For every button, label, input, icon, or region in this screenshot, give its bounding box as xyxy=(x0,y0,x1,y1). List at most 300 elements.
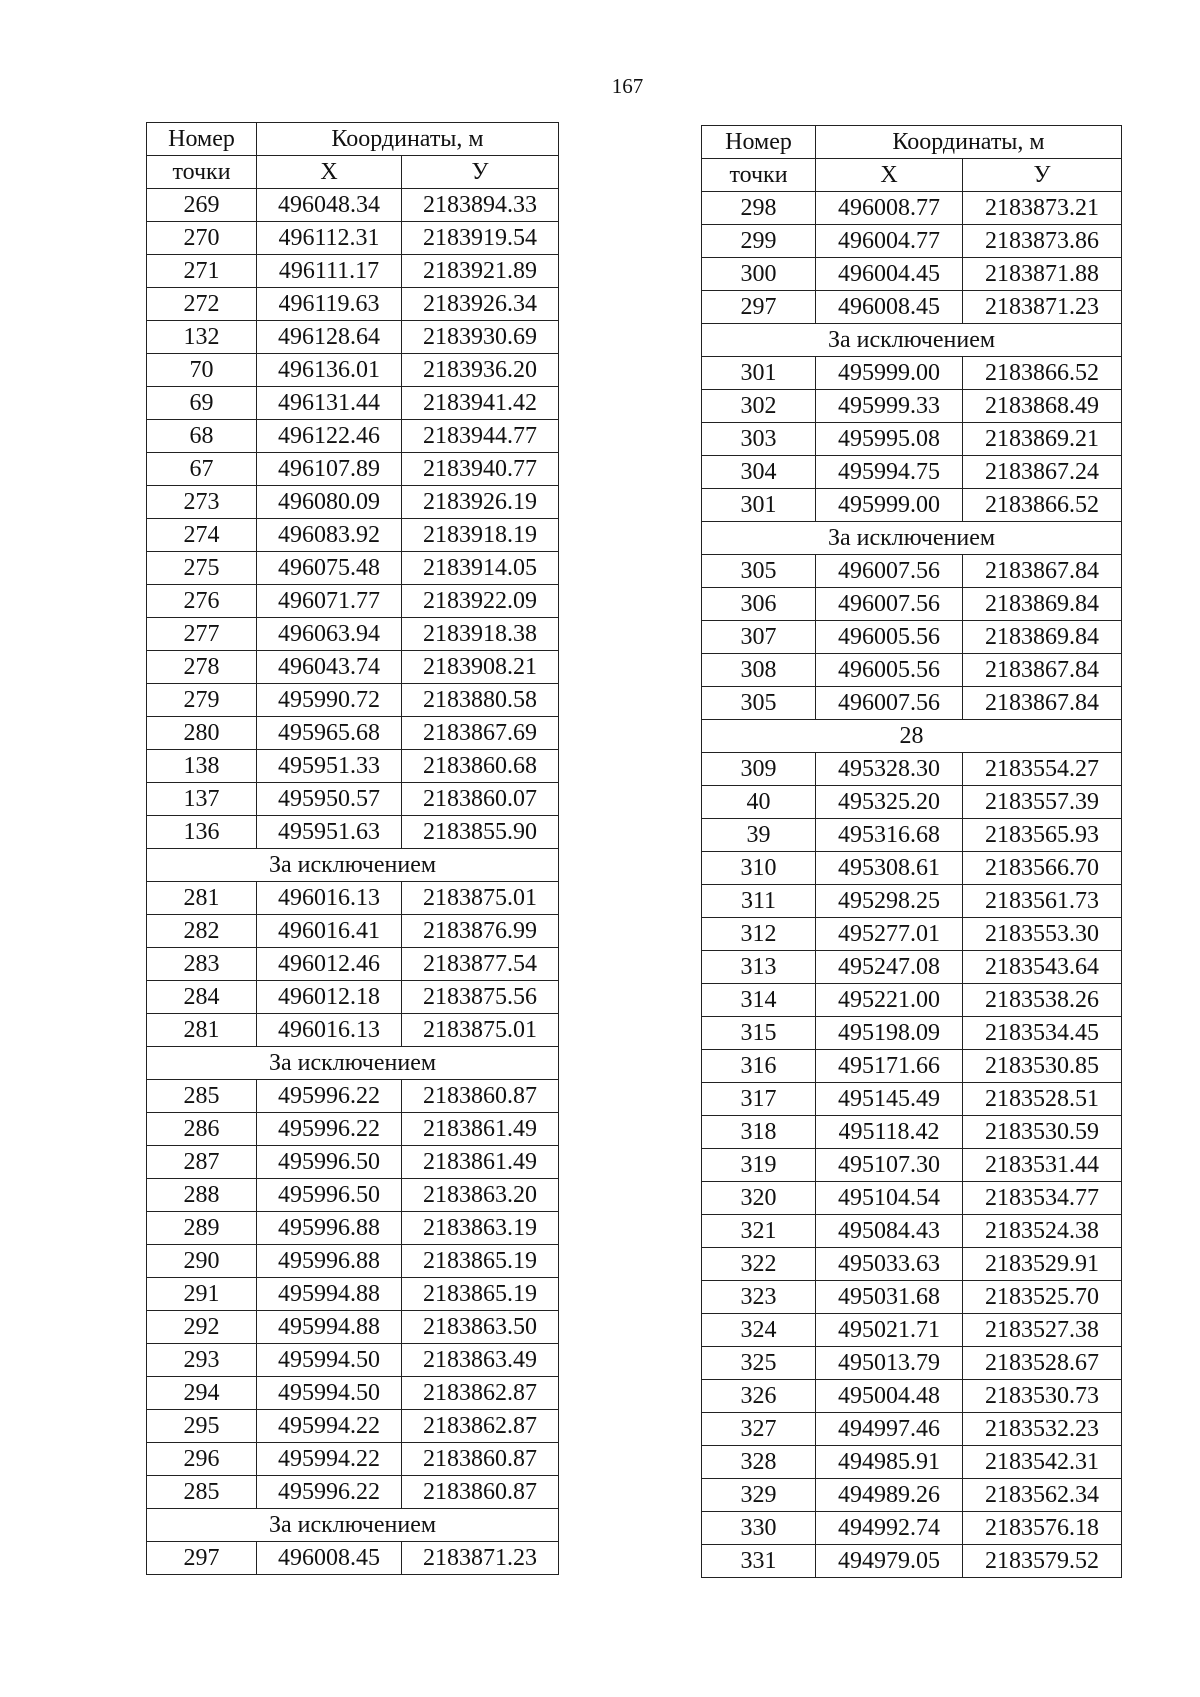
table-row xyxy=(702,1347,1122,1380)
table-row xyxy=(702,423,1122,456)
section-label: 28 xyxy=(702,720,1122,753)
table-row xyxy=(147,189,559,222)
y-coordinate-cell: 2183543.64 xyxy=(963,951,1122,984)
y-coordinate-cell: 2183873.21 xyxy=(963,192,1122,225)
y-coordinate-cell: 2183875.01 xyxy=(402,1014,559,1047)
y-coordinate-cell: 2183525.70 xyxy=(963,1281,1122,1314)
table-row xyxy=(147,1542,559,1575)
y-coordinate-cell: 2183562.34 xyxy=(963,1479,1122,1512)
table-row xyxy=(702,687,1122,720)
table-row xyxy=(702,357,1122,390)
x-coordinate-cell: 495994.50 xyxy=(257,1377,402,1410)
point-number-cell: 69 xyxy=(147,387,257,420)
point-number-cell: 286 xyxy=(147,1113,257,1146)
table-row xyxy=(147,486,559,519)
table-row xyxy=(147,354,559,387)
point-number-cell: 329 xyxy=(702,1479,816,1512)
x-coordinate-cell: 496075.48 xyxy=(257,552,402,585)
point-number-cell: 138 xyxy=(147,750,257,783)
point-number-cell: 287 xyxy=(147,1146,257,1179)
y-coordinate-cell: 2183863.50 xyxy=(402,1311,559,1344)
point-number-cell: 328 xyxy=(702,1446,816,1479)
point-number-cell: 284 xyxy=(147,981,257,1014)
y-coordinate-cell: 2183914.05 xyxy=(402,552,559,585)
y-coordinate-cell: 2183861.49 xyxy=(402,1113,559,1146)
point-number-cell: 305 xyxy=(702,687,816,720)
point-number-cell: 270 xyxy=(147,222,257,255)
x-coordinate-cell: 496005.56 xyxy=(816,621,963,654)
table-row xyxy=(702,885,1122,918)
table-row xyxy=(702,489,1122,522)
x-coordinate-cell: 496071.77 xyxy=(257,585,402,618)
x-coordinate-cell: 495325.20 xyxy=(816,786,963,819)
table-row xyxy=(147,1476,559,1509)
point-number-cell: 307 xyxy=(702,621,816,654)
section-row xyxy=(702,324,1122,357)
point-number-cell: 323 xyxy=(702,1281,816,1314)
table-row xyxy=(147,1179,559,1212)
table-row xyxy=(702,192,1122,225)
y-coordinate-cell: 2183866.52 xyxy=(963,357,1122,390)
y-coordinate-cell: 2183530.59 xyxy=(963,1116,1122,1149)
y-coordinate-cell: 2183865.19 xyxy=(402,1278,559,1311)
x-coordinate-cell: 495107.30 xyxy=(816,1149,963,1182)
x-coordinate-cell: 494992.74 xyxy=(816,1512,963,1545)
y-coordinate-cell: 2183576.18 xyxy=(963,1512,1122,1545)
table-row xyxy=(702,654,1122,687)
table-row xyxy=(147,552,559,585)
point-number-cell: 308 xyxy=(702,654,816,687)
point-number-cell: 325 xyxy=(702,1347,816,1380)
point-number-cell: 310 xyxy=(702,852,816,885)
table-row xyxy=(702,1182,1122,1215)
section-row xyxy=(147,1047,559,1080)
table-row xyxy=(147,1212,559,1245)
x-coordinate-cell: 496119.63 xyxy=(257,288,402,321)
point-number-cell: 321 xyxy=(702,1215,816,1248)
y-coordinate-cell: 2183880.58 xyxy=(402,684,559,717)
point-number-cell: 292 xyxy=(147,1311,257,1344)
x-coordinate-cell: 494997.46 xyxy=(816,1413,963,1446)
table-row xyxy=(702,753,1122,786)
point-number-cell: 291 xyxy=(147,1278,257,1311)
y-coordinate-cell: 2183944.77 xyxy=(402,420,559,453)
point-number-cell: 132 xyxy=(147,321,257,354)
point-number-cell: 319 xyxy=(702,1149,816,1182)
x-coordinate-cell: 495951.63 xyxy=(257,816,402,849)
y-coordinate-cell: 2183930.69 xyxy=(402,321,559,354)
y-coordinate-cell: 2183877.54 xyxy=(402,948,559,981)
point-number-cell: 314 xyxy=(702,984,816,1017)
point-number-cell: 299 xyxy=(702,225,816,258)
x-coordinate-cell: 495994.75 xyxy=(816,456,963,489)
x-coordinate-cell: 495031.68 xyxy=(816,1281,963,1314)
y-coordinate-cell: 2183867.84 xyxy=(963,555,1122,588)
x-coordinate-cell: 496048.34 xyxy=(257,189,402,222)
x-coordinate-cell: 496131.44 xyxy=(257,387,402,420)
x-coordinate-cell: 495950.57 xyxy=(257,783,402,816)
point-number-cell: 294 xyxy=(147,1377,257,1410)
section-row xyxy=(147,1509,559,1542)
table-row xyxy=(147,948,559,981)
point-number-cell: 331 xyxy=(702,1545,816,1578)
y-coordinate-cell: 2183860.87 xyxy=(402,1476,559,1509)
section-label: За исключением xyxy=(147,1509,559,1542)
table-row xyxy=(147,1146,559,1179)
y-coordinate-cell: 2183868.49 xyxy=(963,390,1122,423)
point-number-cell: 293 xyxy=(147,1344,257,1377)
point-number-cell: 297 xyxy=(147,1542,257,1575)
x-coordinate-cell: 496008.45 xyxy=(816,291,963,324)
point-number-cell: 285 xyxy=(147,1080,257,1113)
table-row xyxy=(702,588,1122,621)
coordinates-header: Координаты, м xyxy=(257,123,559,156)
table-row xyxy=(702,819,1122,852)
point-number-cell: 282 xyxy=(147,915,257,948)
y-coordinate-cell: 2183869.84 xyxy=(963,588,1122,621)
section-label: За исключением xyxy=(147,849,559,882)
y-coordinate-cell: 2183565.93 xyxy=(963,819,1122,852)
point-number-cell: 280 xyxy=(147,717,257,750)
x-coordinate-cell: 494989.26 xyxy=(816,1479,963,1512)
y-coordinate-cell: 2183524.38 xyxy=(963,1215,1122,1248)
table-row xyxy=(147,1245,559,1278)
table-row xyxy=(702,1545,1122,1578)
point-number-cell: 281 xyxy=(147,1014,257,1047)
x-coordinate-cell: 495994.22 xyxy=(257,1443,402,1476)
table-row xyxy=(147,618,559,651)
x-coordinate-cell: 496016.13 xyxy=(257,882,402,915)
table-row xyxy=(702,390,1122,423)
section-label: За исключением xyxy=(702,324,1122,357)
x-coordinate-cell: 495996.22 xyxy=(257,1080,402,1113)
y-coordinate-cell: 2183867.69 xyxy=(402,717,559,750)
table-row xyxy=(702,1314,1122,1347)
point-number-cell: 272 xyxy=(147,288,257,321)
point-number-cell: 40 xyxy=(702,786,816,819)
x-coordinate-cell: 496122.46 xyxy=(257,420,402,453)
point-number-cell: 68 xyxy=(147,420,257,453)
table-row xyxy=(147,1080,559,1113)
x-coordinate-cell: 495996.22 xyxy=(257,1113,402,1146)
y-coordinate-cell: 2183531.44 xyxy=(963,1149,1122,1182)
x-coordinate-cell: 496107.89 xyxy=(257,453,402,486)
x-coordinate-cell: 496004.45 xyxy=(816,258,963,291)
table-row xyxy=(147,1278,559,1311)
table-row xyxy=(147,651,559,684)
x-coordinate-cell: 496008.77 xyxy=(816,192,963,225)
point-number-cell: 301 xyxy=(702,357,816,390)
point-number-cell: 137 xyxy=(147,783,257,816)
y-coordinate-cell: 2183534.45 xyxy=(963,1017,1122,1050)
table-row xyxy=(702,1050,1122,1083)
y-coordinate-cell: 2183862.87 xyxy=(402,1377,559,1410)
x-coordinate-cell: 494985.91 xyxy=(816,1446,963,1479)
y-coordinate-cell: 2183561.73 xyxy=(963,885,1122,918)
point-number-cell: 330 xyxy=(702,1512,816,1545)
table-row xyxy=(702,984,1122,1017)
x-coordinate-cell: 496007.56 xyxy=(816,687,963,720)
x-coordinate-cell: 495996.50 xyxy=(257,1146,402,1179)
y-coordinate-cell: 2183940.77 xyxy=(402,453,559,486)
table-row xyxy=(702,1413,1122,1446)
point-number-cell: 306 xyxy=(702,588,816,621)
point-number-header-bottom: точки xyxy=(147,156,257,189)
table-row xyxy=(147,1410,559,1443)
x-coordinate-cell: 495308.61 xyxy=(816,852,963,885)
table-row xyxy=(147,1377,559,1410)
table-row xyxy=(702,951,1122,984)
x-coordinate-cell: 496005.56 xyxy=(816,654,963,687)
y-coordinate-cell: 2183579.52 xyxy=(963,1545,1122,1578)
table-row xyxy=(147,750,559,783)
point-number-cell: 309 xyxy=(702,753,816,786)
table-row xyxy=(702,1512,1122,1545)
x-coordinate-cell: 495171.66 xyxy=(816,1050,963,1083)
y-coordinate-cell: 2183871.88 xyxy=(963,258,1122,291)
y-coordinate-cell: 2183860.87 xyxy=(402,1080,559,1113)
table-row xyxy=(147,1014,559,1047)
x-coordinate-cell: 496063.94 xyxy=(257,618,402,651)
y-coordinate-cell: 2183532.23 xyxy=(963,1413,1122,1446)
point-number-cell: 313 xyxy=(702,951,816,984)
x-coordinate-cell: 495104.54 xyxy=(816,1182,963,1215)
y-column-header: У xyxy=(402,156,559,189)
point-number-cell: 301 xyxy=(702,489,816,522)
y-coordinate-cell: 2183863.20 xyxy=(402,1179,559,1212)
point-number-cell: 300 xyxy=(702,258,816,291)
y-coordinate-cell: 2183873.86 xyxy=(963,225,1122,258)
point-number-cell: 276 xyxy=(147,585,257,618)
point-number-cell: 324 xyxy=(702,1314,816,1347)
x-coordinate-cell: 496012.46 xyxy=(257,948,402,981)
y-coordinate-cell: 2183866.52 xyxy=(963,489,1122,522)
table-row xyxy=(147,882,559,915)
page-number: 167 xyxy=(611,74,644,98)
x-coordinate-cell: 495084.43 xyxy=(816,1215,963,1248)
table-row xyxy=(147,915,559,948)
x-coordinate-cell: 496136.01 xyxy=(257,354,402,387)
y-coordinate-cell: 2183871.23 xyxy=(963,291,1122,324)
point-number-cell: 289 xyxy=(147,1212,257,1245)
y-coordinate-cell: 2183860.68 xyxy=(402,750,559,783)
y-coordinate-cell: 2183867.84 xyxy=(963,687,1122,720)
header-row-1 xyxy=(147,123,559,156)
x-coordinate-cell: 495004.48 xyxy=(816,1380,963,1413)
table-row xyxy=(147,255,559,288)
y-coordinate-cell: 2183894.33 xyxy=(402,189,559,222)
table-row xyxy=(147,783,559,816)
x-coordinate-cell: 495995.08 xyxy=(816,423,963,456)
x-coordinate-cell: 496012.18 xyxy=(257,981,402,1014)
x-coordinate-cell: 495013.79 xyxy=(816,1347,963,1380)
y-coordinate-cell: 2183863.19 xyxy=(402,1212,559,1245)
y-coordinate-cell: 2183527.38 xyxy=(963,1314,1122,1347)
point-number-header-bottom: точки xyxy=(702,159,816,192)
table-row xyxy=(147,1311,559,1344)
y-coordinate-cell: 2183542.31 xyxy=(963,1446,1122,1479)
point-number-cell: 312 xyxy=(702,918,816,951)
point-number-cell: 318 xyxy=(702,1116,816,1149)
y-coordinate-cell: 2183529.91 xyxy=(963,1248,1122,1281)
x-coordinate-cell: 495994.22 xyxy=(257,1410,402,1443)
right-coordinates-table xyxy=(701,125,1122,1578)
point-number-cell: 296 xyxy=(147,1443,257,1476)
y-coordinate-cell: 2183919.54 xyxy=(402,222,559,255)
x-coordinate-cell: 495996.88 xyxy=(257,1212,402,1245)
point-number-cell: 320 xyxy=(702,1182,816,1215)
x-coordinate-cell: 495198.09 xyxy=(816,1017,963,1050)
table-row xyxy=(147,981,559,1014)
table-row xyxy=(702,786,1122,819)
x-coordinate-cell: 495994.88 xyxy=(257,1278,402,1311)
table-row xyxy=(702,1248,1122,1281)
point-number-cell: 317 xyxy=(702,1083,816,1116)
y-coordinate-cell: 2183557.39 xyxy=(963,786,1122,819)
x-coordinate-cell: 496007.56 xyxy=(816,555,963,588)
table-row xyxy=(702,1281,1122,1314)
table-row xyxy=(147,684,559,717)
y-coordinate-cell: 2183936.20 xyxy=(402,354,559,387)
table-row xyxy=(702,456,1122,489)
point-number-cell: 281 xyxy=(147,882,257,915)
point-number-cell: 283 xyxy=(147,948,257,981)
x-coordinate-cell: 495999.00 xyxy=(816,357,963,390)
y-coordinate-cell: 2183875.56 xyxy=(402,981,559,1014)
point-number-cell: 288 xyxy=(147,1179,257,1212)
point-number-cell: 290 xyxy=(147,1245,257,1278)
table-row xyxy=(147,453,559,486)
x-coordinate-cell: 495021.71 xyxy=(816,1314,963,1347)
section-label: За исключением xyxy=(702,522,1122,555)
y-coordinate-cell: 2183530.73 xyxy=(963,1380,1122,1413)
table-row xyxy=(147,717,559,750)
point-number-cell: 297 xyxy=(702,291,816,324)
table-row xyxy=(147,1113,559,1146)
y-coordinate-cell: 2183875.01 xyxy=(402,882,559,915)
x-coordinate-cell: 495994.88 xyxy=(257,1311,402,1344)
point-number-header-top: Номер xyxy=(702,126,816,159)
point-number-cell: 67 xyxy=(147,453,257,486)
x-coordinate-cell: 496083.92 xyxy=(257,519,402,552)
y-column-header: У xyxy=(963,159,1122,192)
header-row-2 xyxy=(147,156,559,189)
x-coordinate-cell: 496016.13 xyxy=(257,1014,402,1047)
table-row xyxy=(147,321,559,354)
y-coordinate-cell: 2183918.19 xyxy=(402,519,559,552)
x-coordinate-cell: 495247.08 xyxy=(816,951,963,984)
y-coordinate-cell: 2183865.19 xyxy=(402,1245,559,1278)
y-coordinate-cell: 2183871.23 xyxy=(402,1542,559,1575)
y-coordinate-cell: 2183860.07 xyxy=(402,783,559,816)
x-column-header: X xyxy=(816,159,963,192)
point-number-cell: 269 xyxy=(147,189,257,222)
x-coordinate-cell: 495221.00 xyxy=(816,984,963,1017)
point-number-cell: 303 xyxy=(702,423,816,456)
point-number-header-top: Номер xyxy=(147,123,257,156)
section-label: За исключением xyxy=(147,1047,559,1080)
y-coordinate-cell: 2183860.87 xyxy=(402,1443,559,1476)
point-number-cell: 277 xyxy=(147,618,257,651)
table-row xyxy=(702,258,1122,291)
table-row xyxy=(702,1380,1122,1413)
x-coordinate-cell: 496007.56 xyxy=(816,588,963,621)
table-row xyxy=(147,387,559,420)
y-coordinate-cell: 2183926.19 xyxy=(402,486,559,519)
y-coordinate-cell: 2183530.85 xyxy=(963,1050,1122,1083)
x-coordinate-cell: 495990.72 xyxy=(257,684,402,717)
y-coordinate-cell: 2183855.90 xyxy=(402,816,559,849)
point-number-cell: 327 xyxy=(702,1413,816,1446)
x-coordinate-cell: 495999.33 xyxy=(816,390,963,423)
point-number-cell: 298 xyxy=(702,192,816,225)
x-coordinate-cell: 495328.30 xyxy=(816,753,963,786)
x-coordinate-cell: 496080.09 xyxy=(257,486,402,519)
table-row xyxy=(702,291,1122,324)
table-row xyxy=(147,519,559,552)
table-row xyxy=(147,585,559,618)
table-row xyxy=(147,420,559,453)
point-number-cell: 39 xyxy=(702,819,816,852)
y-coordinate-cell: 2183528.51 xyxy=(963,1083,1122,1116)
y-coordinate-cell: 2183867.84 xyxy=(963,654,1122,687)
table-row xyxy=(702,1083,1122,1116)
point-number-cell: 136 xyxy=(147,816,257,849)
point-number-cell: 311 xyxy=(702,885,816,918)
point-number-cell: 295 xyxy=(147,1410,257,1443)
point-number-cell: 273 xyxy=(147,486,257,519)
x-coordinate-cell: 495277.01 xyxy=(816,918,963,951)
x-coordinate-cell: 496043.74 xyxy=(257,651,402,684)
x-coordinate-cell: 496004.77 xyxy=(816,225,963,258)
x-coordinate-cell: 495996.88 xyxy=(257,1245,402,1278)
y-coordinate-cell: 2183538.26 xyxy=(963,984,1122,1017)
y-coordinate-cell: 2183528.67 xyxy=(963,1347,1122,1380)
table-row xyxy=(702,225,1122,258)
y-coordinate-cell: 2183921.89 xyxy=(402,255,559,288)
y-coordinate-cell: 2183863.49 xyxy=(402,1344,559,1377)
header-row-1 xyxy=(702,126,1122,159)
point-number-cell: 315 xyxy=(702,1017,816,1050)
y-coordinate-cell: 2183553.30 xyxy=(963,918,1122,951)
y-coordinate-cell: 2183534.77 xyxy=(963,1182,1122,1215)
y-coordinate-cell: 2183862.87 xyxy=(402,1410,559,1443)
table-row xyxy=(702,1479,1122,1512)
header-row-2 xyxy=(702,159,1122,192)
point-number-cell: 278 xyxy=(147,651,257,684)
table-row xyxy=(702,555,1122,588)
x-coordinate-cell: 496111.17 xyxy=(257,255,402,288)
point-number-cell: 271 xyxy=(147,255,257,288)
table-row xyxy=(702,1215,1122,1248)
y-coordinate-cell: 2183908.21 xyxy=(402,651,559,684)
section-row xyxy=(702,720,1122,753)
coordinates-header: Координаты, м xyxy=(816,126,1122,159)
table-row xyxy=(147,1344,559,1377)
x-coordinate-cell: 495118.42 xyxy=(816,1116,963,1149)
table-row xyxy=(702,1116,1122,1149)
x-coordinate-cell: 496016.41 xyxy=(257,915,402,948)
x-column-header: X xyxy=(257,156,402,189)
y-coordinate-cell: 2183566.70 xyxy=(963,852,1122,885)
point-number-cell: 279 xyxy=(147,684,257,717)
y-coordinate-cell: 2183922.09 xyxy=(402,585,559,618)
section-row xyxy=(702,522,1122,555)
y-coordinate-cell: 2183869.21 xyxy=(963,423,1122,456)
x-coordinate-cell: 495316.68 xyxy=(816,819,963,852)
x-coordinate-cell: 494979.05 xyxy=(816,1545,963,1578)
point-number-cell: 285 xyxy=(147,1476,257,1509)
